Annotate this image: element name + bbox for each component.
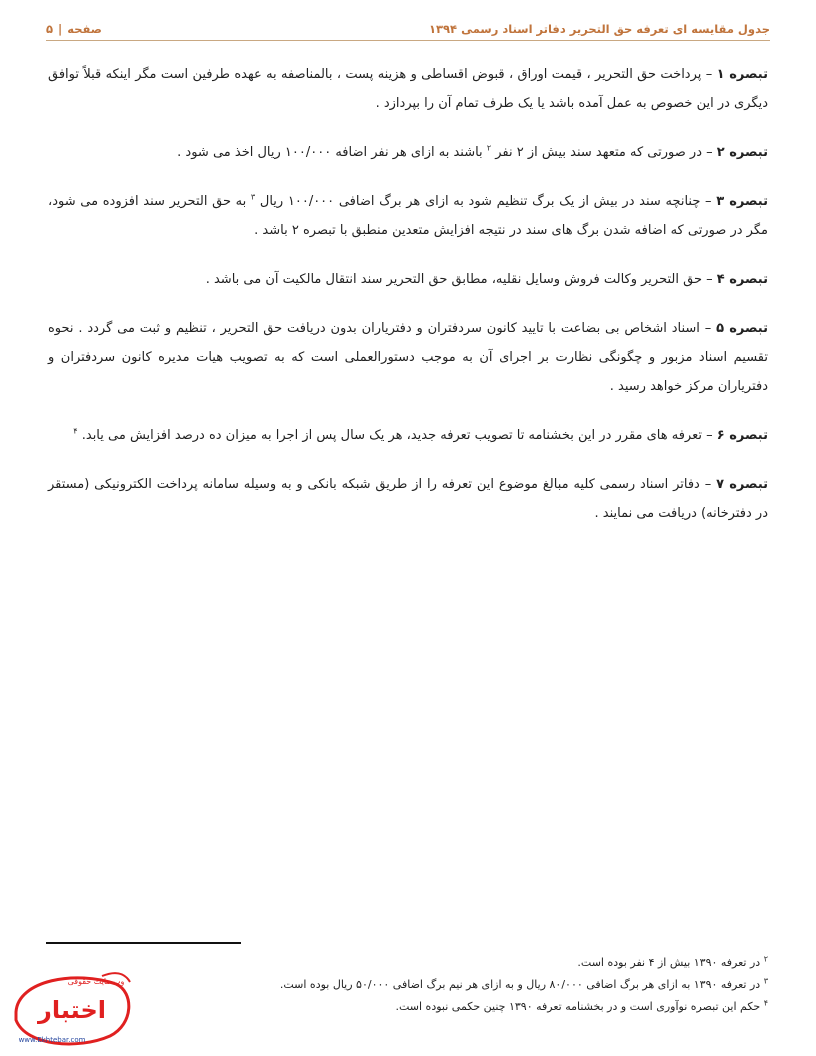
note-label: تبصره ۳: [716, 194, 768, 209]
note-7: تبصره ۷ – دفاتر اسناد رسمی کلیه مبالغ موضوع این تعرفه را از طریق شبکه بانکی و به وسیله سامانه پرداخت الکترونیکی (مستقر در دفترخانه) دریافت می نمایند .: [48, 477, 769, 521]
note-label: تبصره ۷: [716, 477, 769, 492]
note-text: چنانچه سند در بیش از یک برگ تنظیم شود به ازای هر برگ اضافی ۱۰۰/۰۰۰ ریال: [259, 194, 701, 209]
note-label: تبصره ۲: [716, 145, 768, 160]
note-label: تبصره ۴: [716, 272, 768, 287]
footnote-text: حکم این تبصره نوآوری است و در بخشنامه تعرفه ۱۳۹۰ چنین حکمی نبوده است.: [395, 1000, 761, 1013]
document-title: جدول مقایسه ای تعرفه حق التحریر دفاتر اسناد رسمی ۱۳۹۴: [428, 22, 770, 36]
note-text: در صورتی که متعهد سند بیش از ۲ نفر: [495, 145, 702, 160]
footnote-number: ۳: [763, 976, 768, 986]
footnote-text: در تعرفه ۱۳۹۰ بیش از ۴ نفر بوده است.: [577, 956, 761, 969]
page-number-block: [46, 22, 102, 36]
page-number: ۵: [46, 22, 54, 36]
note-6: تبصره ۶ – تعرفه های مقرر در این بخشنامه تا تصویب تعرفه جدید، هر یک سال پس از اجرا به میزان ده درصد افزایش می یابد. $^۴$: [73, 426, 768, 443]
page-label: صفحه: [67, 22, 102, 36]
note-1: تبصره ۱ – پرداخت حق التحریر ، قیمت اوراق ، قبوض اقساطی و هزینه پست ، بالمناصفه به عهده طرفین است مگر اینکه قبلاً توافق دیگری در این خصوص به عمل آمده باشد یا یک طرف تمام آن را بپردازد .: [48, 67, 768, 111]
logo-top-text: وب‌سایت حقوقی: [67, 977, 125, 986]
note-label: تبصره ۵: [716, 321, 768, 336]
footnote-ref[interactable]: ۳: [250, 192, 256, 202]
page-separator: |: [58, 22, 63, 36]
footnote-ref[interactable]: ۲: [486, 143, 492, 153]
logo-main-text: اختبار: [38, 996, 106, 1024]
note-text: اسناد اشخاص بی بضاعت با تایید کانون سردفتران و دفتریاران بدون دریافت حق التحریر ، تنظیم و ثبت می گردد . نحوه تقسیم اسناد مزبور و چگونگی نظارت بر اجرای آن به موجب دستورالعملی است که به تصویب هیات مدیره کانون سردفتران و دفتریاران مرکز خواهد رسید .: [48, 321, 768, 394]
footnote-ref[interactable]: ۴: [73, 426, 78, 436]
note-3: تبصره ۳ – چنانچه سند در بیش از یک برگ تنظیم شود به ازای هر برگ اضافی ۱۰۰/۰۰۰ ریال $^۳$ به حق التحریر سند افزوده می شود، مگر در صورتی که اضافه شدن برگ های سند در نتیجه افزایش متعدین منطبق با تبصره ۲ باشد .: [48, 192, 768, 238]
footnote-number: ۲: [763, 954, 768, 964]
note-text: دفاتر اسناد رسمی کلیه مبالغ موضوع این تعرفه را از طریق شبکه بانکی و به وسیله سامانه پرداخت الکترونیکی (مستقر در دفترخانه) دریافت می نمایند .: [48, 477, 768, 521]
footnote-number: ۴: [763, 998, 768, 1008]
footnotes: [88, 952, 768, 1018]
ekhtebar-logo[interactable]: [6, 962, 138, 1052]
footnote-text: در تعرفه ۱۳۹۰ به ازای هر برگ اضافی ۸۰/۰۰۰ ریال و به ازای هر نیم برگ اضافی ۵۰/۰۰۰ ریال بوده است.: [279, 978, 761, 991]
note-5: تبصره ۵ – اسناد اشخاص بی بضاعت با تایید کانون سردفتران و دفتریاران بدون دریافت حق التحریر ، تنظیم و ثبت می گردد . نحوه تقسیم اسناد مزبور و چگونگی نظارت بر اجرای آن به موجب دستورالعملی است که به تصویب هیات مدیره کانون سردفتران و دفتریاران مرکز خواهد رسید .: [48, 321, 768, 394]
note-text: پرداخت حق التحریر ، قیمت اوراق ، قبوض اقساطی و هزینه پست ، بالمناصفه به عهده طرفین است مگر اینکه قبلاً توافق دیگری در این خصوص به عمل آمده باشد یا یک طرف تمام آن را بپردازد .: [48, 67, 768, 111]
note-2: تبصره ۲ – در صورتی که متعهد سند بیش از ۲ نفر $^۲$ باشند به ازای هر نفر اضافه ۱۰۰/۰۰۰ ریال اخذ می شود .: [177, 143, 768, 160]
notes-body: [48, 60, 768, 548]
page-header: [46, 18, 770, 41]
note-label: تبصره ۱: [716, 67, 768, 82]
note-text: حق التحریر وکالت فروش وسایل نقلیه، مطابق حق التحریر سند انتقال مالکیت آن می باشد .: [205, 272, 702, 287]
note-label: تبصره ۶: [716, 428, 768, 443]
logo-url: www.Ekhtebar.com: [18, 1036, 86, 1044]
note-text: به حق التحریر سند افزوده می شود، مگر در صورتی که اضافه شدن برگ های سند در نتیجه افزایش متعدین منطبق با تبصره ۲ باشد .: [48, 194, 768, 238]
footnote-item: [88, 974, 768, 996]
footnote-item: [88, 996, 768, 1018]
note-text: تعرفه های مقرر در این بخشنامه تا تصویب تعرفه جدید، هر یک سال پس از اجرا به میزان ده درصد افزایش می یابد.: [81, 428, 702, 443]
note-4: تبصره ۴ – حق التحریر وکالت فروش وسایل نقلیه، مطابق حق التحریر سند انتقال مالکیت آن می باشد .: [205, 272, 768, 287]
footnote-item: [88, 952, 768, 974]
note-text: باشند به ازای هر نفر اضافه ۱۰۰/۰۰۰ ریال اخذ می شود .: [177, 145, 483, 160]
footnote-divider: [46, 942, 241, 944]
